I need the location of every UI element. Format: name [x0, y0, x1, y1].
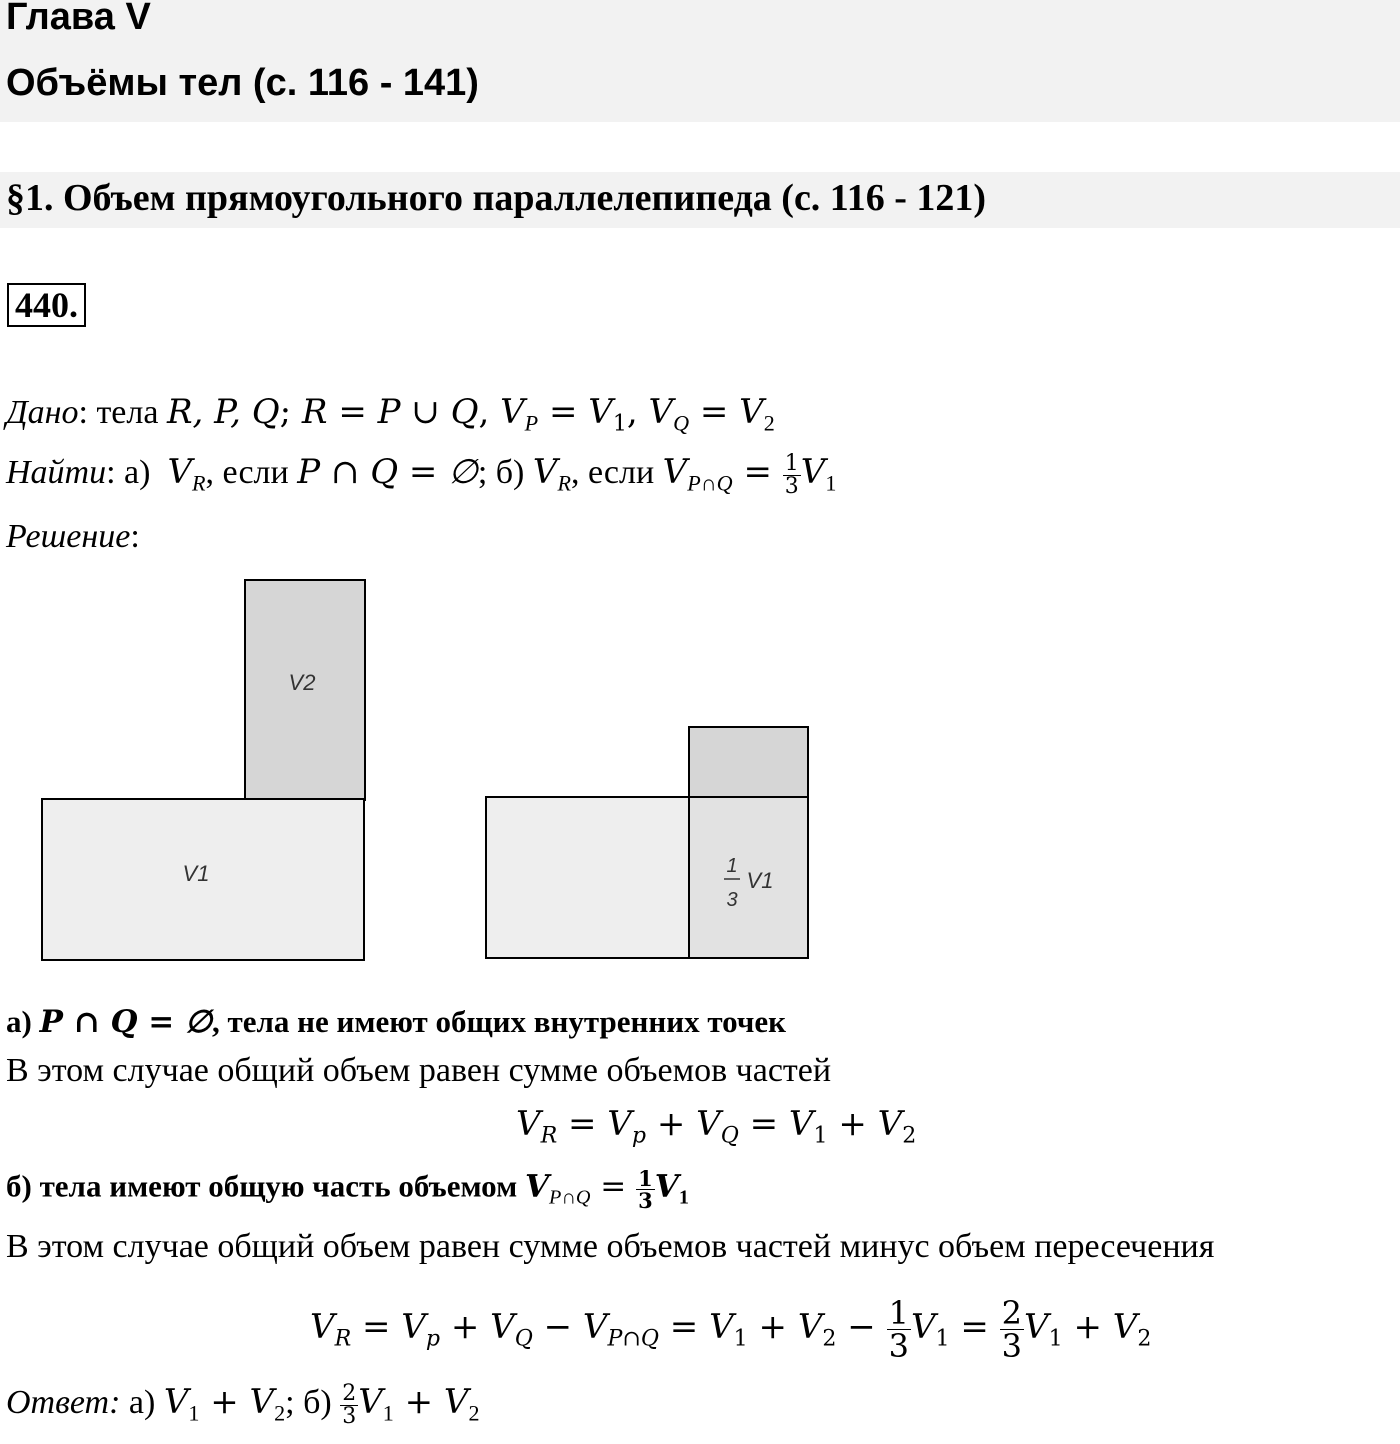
right-top-block	[689, 727, 808, 798]
problem-number-box: 440.	[7, 283, 86, 327]
chapter-title: Глава V	[6, 0, 151, 38]
part-a-heading	[6, 1004, 786, 1040]
section-title: §1. Объем прямоугольного параллелепипеда (с. 116 - 121)	[6, 177, 987, 219]
fb-6-sub: 2	[822, 1325, 837, 1352]
find-b-eq: =	[732, 452, 783, 492]
given-eq1-sub: 1	[612, 410, 627, 437]
answer-b-v1: V	[358, 1382, 383, 1422]
part-b-formula	[310, 1282, 1151, 1384]
part-b-eq: =	[590, 1168, 637, 1205]
problem-number	[7, 286, 86, 324]
given-vp: V	[500, 392, 525, 432]
find-line	[6, 452, 836, 498]
find-b-expr-sub: P∩Q	[687, 470, 733, 496]
find-a-prefix: : а)	[106, 454, 151, 491]
fb-2-sub: p	[425, 1325, 441, 1352]
fb-frac1-num: 1	[888, 1293, 909, 1332]
given-eq2-sub: 2	[763, 410, 775, 436]
find-b-var: V	[532, 452, 558, 492]
part-b-frac-den: 3	[638, 1188, 653, 1213]
answer-label: Ответ:	[6, 1384, 121, 1421]
answer-a-v1: V	[163, 1382, 189, 1422]
find-a-expr: P ∩ Q = ∅	[297, 452, 478, 492]
part-b-heading	[6, 1168, 689, 1211]
find-b-prefix: ; б)	[477, 454, 533, 491]
answer-b-v2-sub: 2	[468, 1400, 480, 1426]
part-b-prefix: б) тела имеют общую часть объемом	[6, 1168, 525, 1204]
left-top-label: V2	[288, 670, 316, 695]
given-vq-sub: Q	[673, 410, 690, 436]
answer-fraction	[340, 1380, 358, 1429]
fb-11-sub: 2	[1137, 1325, 1152, 1352]
solution-label-text: Решение	[6, 518, 131, 555]
answer-a-v2-sub: 2	[274, 1400, 286, 1426]
find-a-var: V	[167, 452, 193, 492]
given-vars: R, P, Q	[166, 392, 280, 432]
fb-8-sub: 1	[935, 1325, 950, 1352]
fb-frac1-den: 3	[888, 1326, 909, 1365]
part-b-var: V	[524, 1168, 550, 1205]
fb-4-sub: P∩Q	[607, 1325, 659, 1352]
find-label: Найти	[6, 454, 107, 491]
part-a-text: В этом случае общий объем равен сумме объемов частей	[6, 1052, 832, 1089]
answer-a-plus: + V	[199, 1382, 275, 1422]
part-a-prefix: а)	[6, 1004, 40, 1039]
fb-7: −	[836, 1307, 887, 1347]
part-b-tail-sub: 1	[678, 1186, 689, 1209]
find-frac-num: 1	[784, 450, 799, 476]
fb-3-sub: Q	[514, 1325, 533, 1352]
find-frac-den: 3	[784, 473, 799, 499]
answer-b-plus: + V	[393, 1382, 469, 1422]
given-eq1: = V	[538, 392, 613, 432]
part-a-tail: , тела не имеют общих внутренних точек	[212, 1004, 786, 1039]
find-b-tail-sub: 1	[825, 470, 837, 496]
fb-3: + V	[440, 1307, 515, 1347]
answer-a: а)	[120, 1384, 164, 1421]
fb-frac1	[887, 1293, 911, 1365]
fb-1-sub: R	[334, 1325, 352, 1352]
find-b-sub: R	[557, 470, 571, 496]
right-frac-den: 3	[726, 889, 738, 911]
find-fraction	[783, 450, 801, 499]
given-text: : тела	[78, 394, 167, 431]
given-eq2: = V	[689, 392, 764, 432]
fb-5-sub: 1	[733, 1325, 748, 1352]
fb-8: V	[910, 1307, 936, 1347]
answer-frac-num: 2	[342, 1380, 357, 1406]
given-label: Дано	[6, 394, 79, 431]
fb-frac2-num: 2	[1001, 1293, 1023, 1332]
given-union: R = P ∪ Q	[301, 392, 479, 432]
answer-sep: ; б)	[285, 1384, 341, 1421]
part-b-tail: V	[654, 1168, 679, 1205]
fb-2: = V	[351, 1307, 426, 1347]
answer-b-v1-sub: 1	[382, 1400, 394, 1426]
answer-frac-den: 3	[342, 1403, 357, 1429]
volume-figure	[0, 570, 820, 970]
fb-10: V	[1024, 1307, 1049, 1347]
given-vq: V	[648, 392, 674, 432]
part-b-sub: P∩Q	[549, 1186, 591, 1209]
answer-line	[6, 1372, 480, 1444]
fb-5: = V	[659, 1307, 734, 1347]
find-b-cond: , если	[570, 454, 663, 491]
part-a-formula: $V_R = V_p + V_Q = V_1 + V_2$	[516, 1104, 917, 1149]
fb-4: − V	[532, 1307, 608, 1347]
solution-label	[6, 518, 140, 556]
fb-9: =	[949, 1307, 1000, 1347]
fb-10-sub: 1	[1048, 1325, 1063, 1352]
answer-a-v1-sub: 1	[188, 1400, 200, 1426]
find-b-expr: V	[662, 452, 688, 492]
given-line: Дано: тела R, P, Q; R = P ∪ Q, $V_P = V_1$, $V_Q = V_2$	[6, 392, 775, 437]
part-a-expr: P ∩ Q = ∅	[39, 1004, 213, 1040]
find-b-tail: V	[800, 452, 826, 492]
given-vp-sub: P	[524, 410, 539, 436]
fb-11: + V	[1062, 1307, 1138, 1347]
part-b-fraction	[636, 1168, 655, 1211]
fb-frac2-den: 3	[1001, 1326, 1023, 1365]
chapter-subtitle: Объёмы тел (с. 116 - 141)	[6, 62, 479, 104]
right-label: V1	[746, 868, 774, 893]
right-frac-num: 1	[726, 855, 738, 877]
find-a-sub: R	[192, 470, 206, 496]
part-b-frac-num: 1	[638, 1166, 653, 1191]
fb-frac2	[1000, 1293, 1024, 1365]
left-bottom-label: V1	[182, 861, 210, 886]
right-left-block	[486, 797, 689, 958]
part-b-text: В этом случае общий объем равен сумме объемов частей минус объем пересечения	[6, 1228, 1215, 1265]
fb-6: + V	[747, 1307, 823, 1347]
solution-colon: :	[130, 518, 140, 555]
find-a-cond: , если	[205, 454, 298, 491]
fb-1: V	[310, 1307, 335, 1347]
